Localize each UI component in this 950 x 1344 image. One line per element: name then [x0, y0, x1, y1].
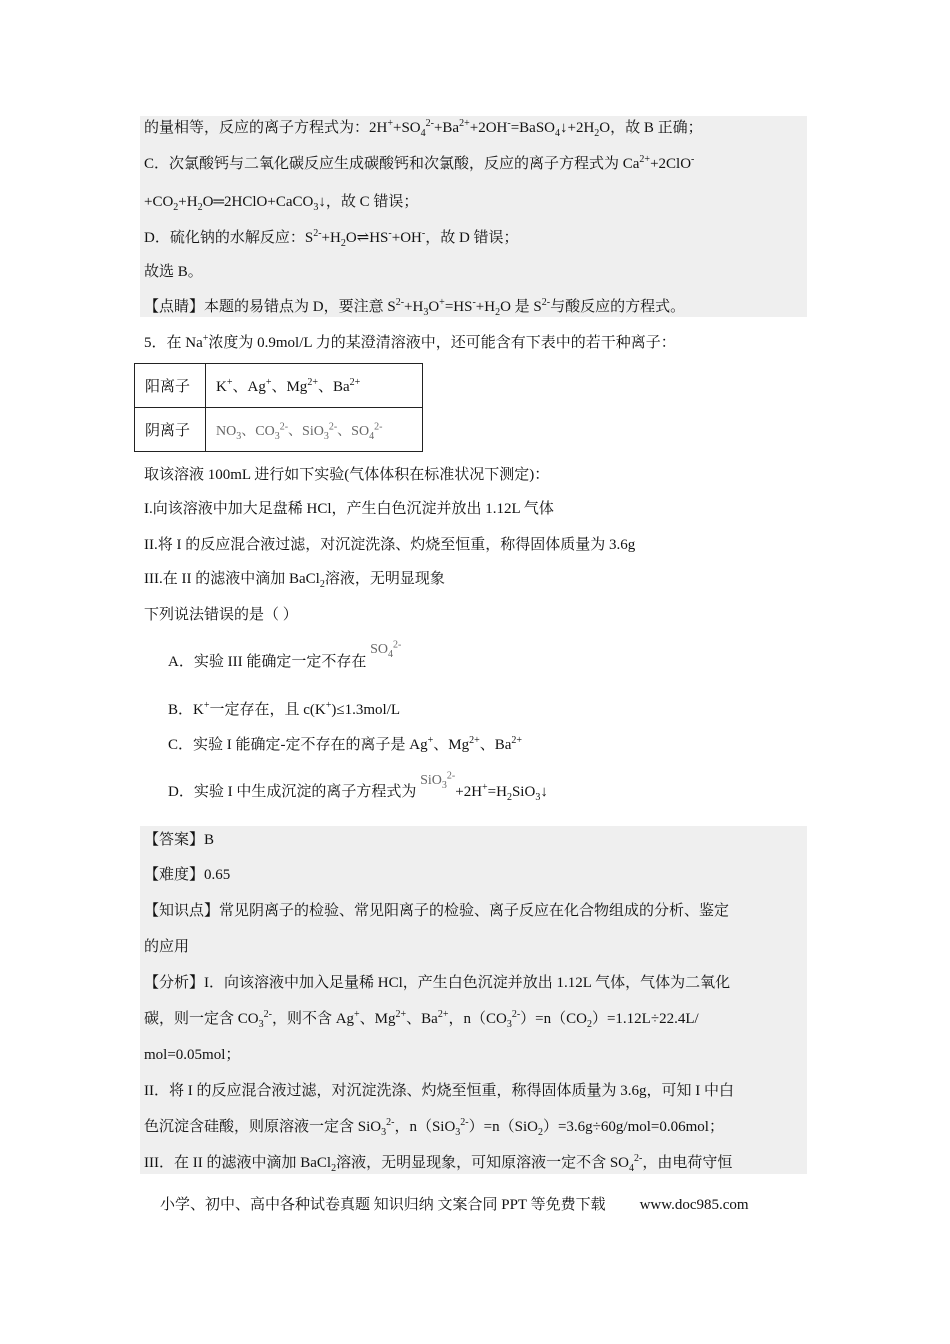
solution-shade-top [140, 116, 807, 317]
knowledge-line-1: 【知识点】常见阴离子的检验、常见阳离子的检验、离子反应在化合物组成的分析、鉴定 [144, 903, 730, 919]
option-a: A．实验 III 能确定一定不存在 $SO_4^{2-}$ [168, 639, 402, 670]
solution-line-5: 故选 B。 [144, 264, 203, 280]
difficulty-line: 【难度】0.65 [144, 867, 231, 883]
footer-url[interactable]: www.doc985.com [639, 1197, 749, 1213]
sulfate-ion-image: $SO_4^{2-}$ [370, 639, 402, 660]
analysis-line-5: 色沉淀含硅酸，则原溶液一定含 SiO$_3^{2-}$，n（SiO$_3^{2-}$）=n（SiO$_2$）=3.6g÷60g/mol=0.06mol； [144, 1117, 724, 1138]
tip-line: 【点睛】本题的易错点为 D，要注意 $S^{2-}+H_3O^+=HS^-+H_2O$ 是 $S^{2-}$与酸反应的方程式。 [144, 297, 686, 318]
footer-text: 小学、初中、高中各种试卷真题 知识归纳 文案合同 PPT 等免费下载 [160, 1197, 606, 1213]
cation-values: K+、Ag+、$Mg^{2+}$、$Ba^{2+}$ [206, 364, 423, 408]
table-row [135, 408, 423, 452]
analysis-line-1: 【分析】I．向该溶液中加入足量稀 HCl，产生白色沉淀并放出 1.12L 气体，气体为二氧化 [144, 975, 731, 991]
knowledge-line-2: 的应用 [144, 939, 190, 955]
page-footer [160, 1193, 749, 1214]
question-stem: 5．在 Na+浓度为 0.9mol/L 力的某澄清溶液中，还可能含有下表中的若干种离子： [144, 333, 676, 351]
analysis-line-4: II．将 I 的反应混合液过滤，对沉淀洗涤、灼烧至恒重，称得固体质量为 3.6g，可知 I 中白 [144, 1083, 734, 1099]
option-d: D．实验 I 中生成沉淀的离子方程式为 $SiO_3^{2-}+2H^+=H_2SiO_3↓$ [168, 770, 548, 803]
option-b: B．K+一定存在，且 c(K+)≤1.3mol/L [168, 700, 401, 718]
anion-values: $NO_3$、$CO_3^{2-}$、SiO$_3^{2-}$、$SO_4^{2-}$ [206, 408, 423, 452]
solution-line-2: C．次氯酸钙与二氧化碳反应生成碳酸钙和次氯酸，反应的离子方程式为 $Ca^{2+}+2ClO^-$ [144, 154, 695, 172]
ion-table [134, 363, 423, 452]
analysis-line-2: 碳，则一定含 $CO_3^{2-}$，则不含 Ag+、$Mg^{2+}$、$Ba^{2+}$，$n(CO_3^{2-})=n(CO_2)=1.12L\div 22.4L/$ [144, 1009, 699, 1030]
solution-line-4: D．硫化钠的水解反应：$S^{2-}+H_2O\rightleftharpoons HS^-+OH^-$，故 D 错误； [144, 228, 519, 249]
silicate-ion-image: SiO$_3^{2-}$ [420, 770, 456, 791]
table-row [135, 364, 423, 408]
experiment-step-1: I.向该溶液中加大足盘稀 HCl，产生白色沉淀并放出 1.12L 气体 [144, 501, 554, 517]
anion-label: 阴离子 [135, 408, 206, 452]
cation-label: 阳离子 [135, 364, 206, 408]
experiment-step-3: III.在 II 的滤液中滴加 BaCl$_2$溶液，无明显现象 [144, 571, 445, 590]
solution-line-3: $+CO_2+H_2O═2HClO+CaCO_3↓$，故 C 错误； [144, 194, 419, 213]
experiment-step-2: II.将 I 的反应混合液过滤，对沉淀洗涤、灼烧至恒重，称得固体质量为 3.6g [144, 537, 636, 553]
experiment-intro: 取该溶液 100mL 进行如下实验(气体体积在标准状况下测定)： [144, 467, 550, 483]
analysis-line-3: mol=0.05mol； [144, 1047, 241, 1063]
option-c: C．实验 I 能确定-定不存在的离子是 Ag+、$Mg^{2+}$、$Ba^{2+}$ [168, 735, 523, 753]
answer-line: 【答案】B [144, 832, 215, 848]
analysis-line-6: III．在 II 的滤液中滴加 BaCl$_2$溶液，无明显现象，可知原溶液一定不含 $SO_4^{2-}$，由电荷守恒 [144, 1153, 733, 1174]
question-ask: 下列说法错误的是（ ） [144, 607, 298, 623]
solution-line-1: 的量相等，反应的离子方程式为：$2H^++SO_4^{2-}+Ba^{2+}+2OH^-=BaSO_4↓+2H_2O$，故 B 正确； [144, 118, 703, 139]
